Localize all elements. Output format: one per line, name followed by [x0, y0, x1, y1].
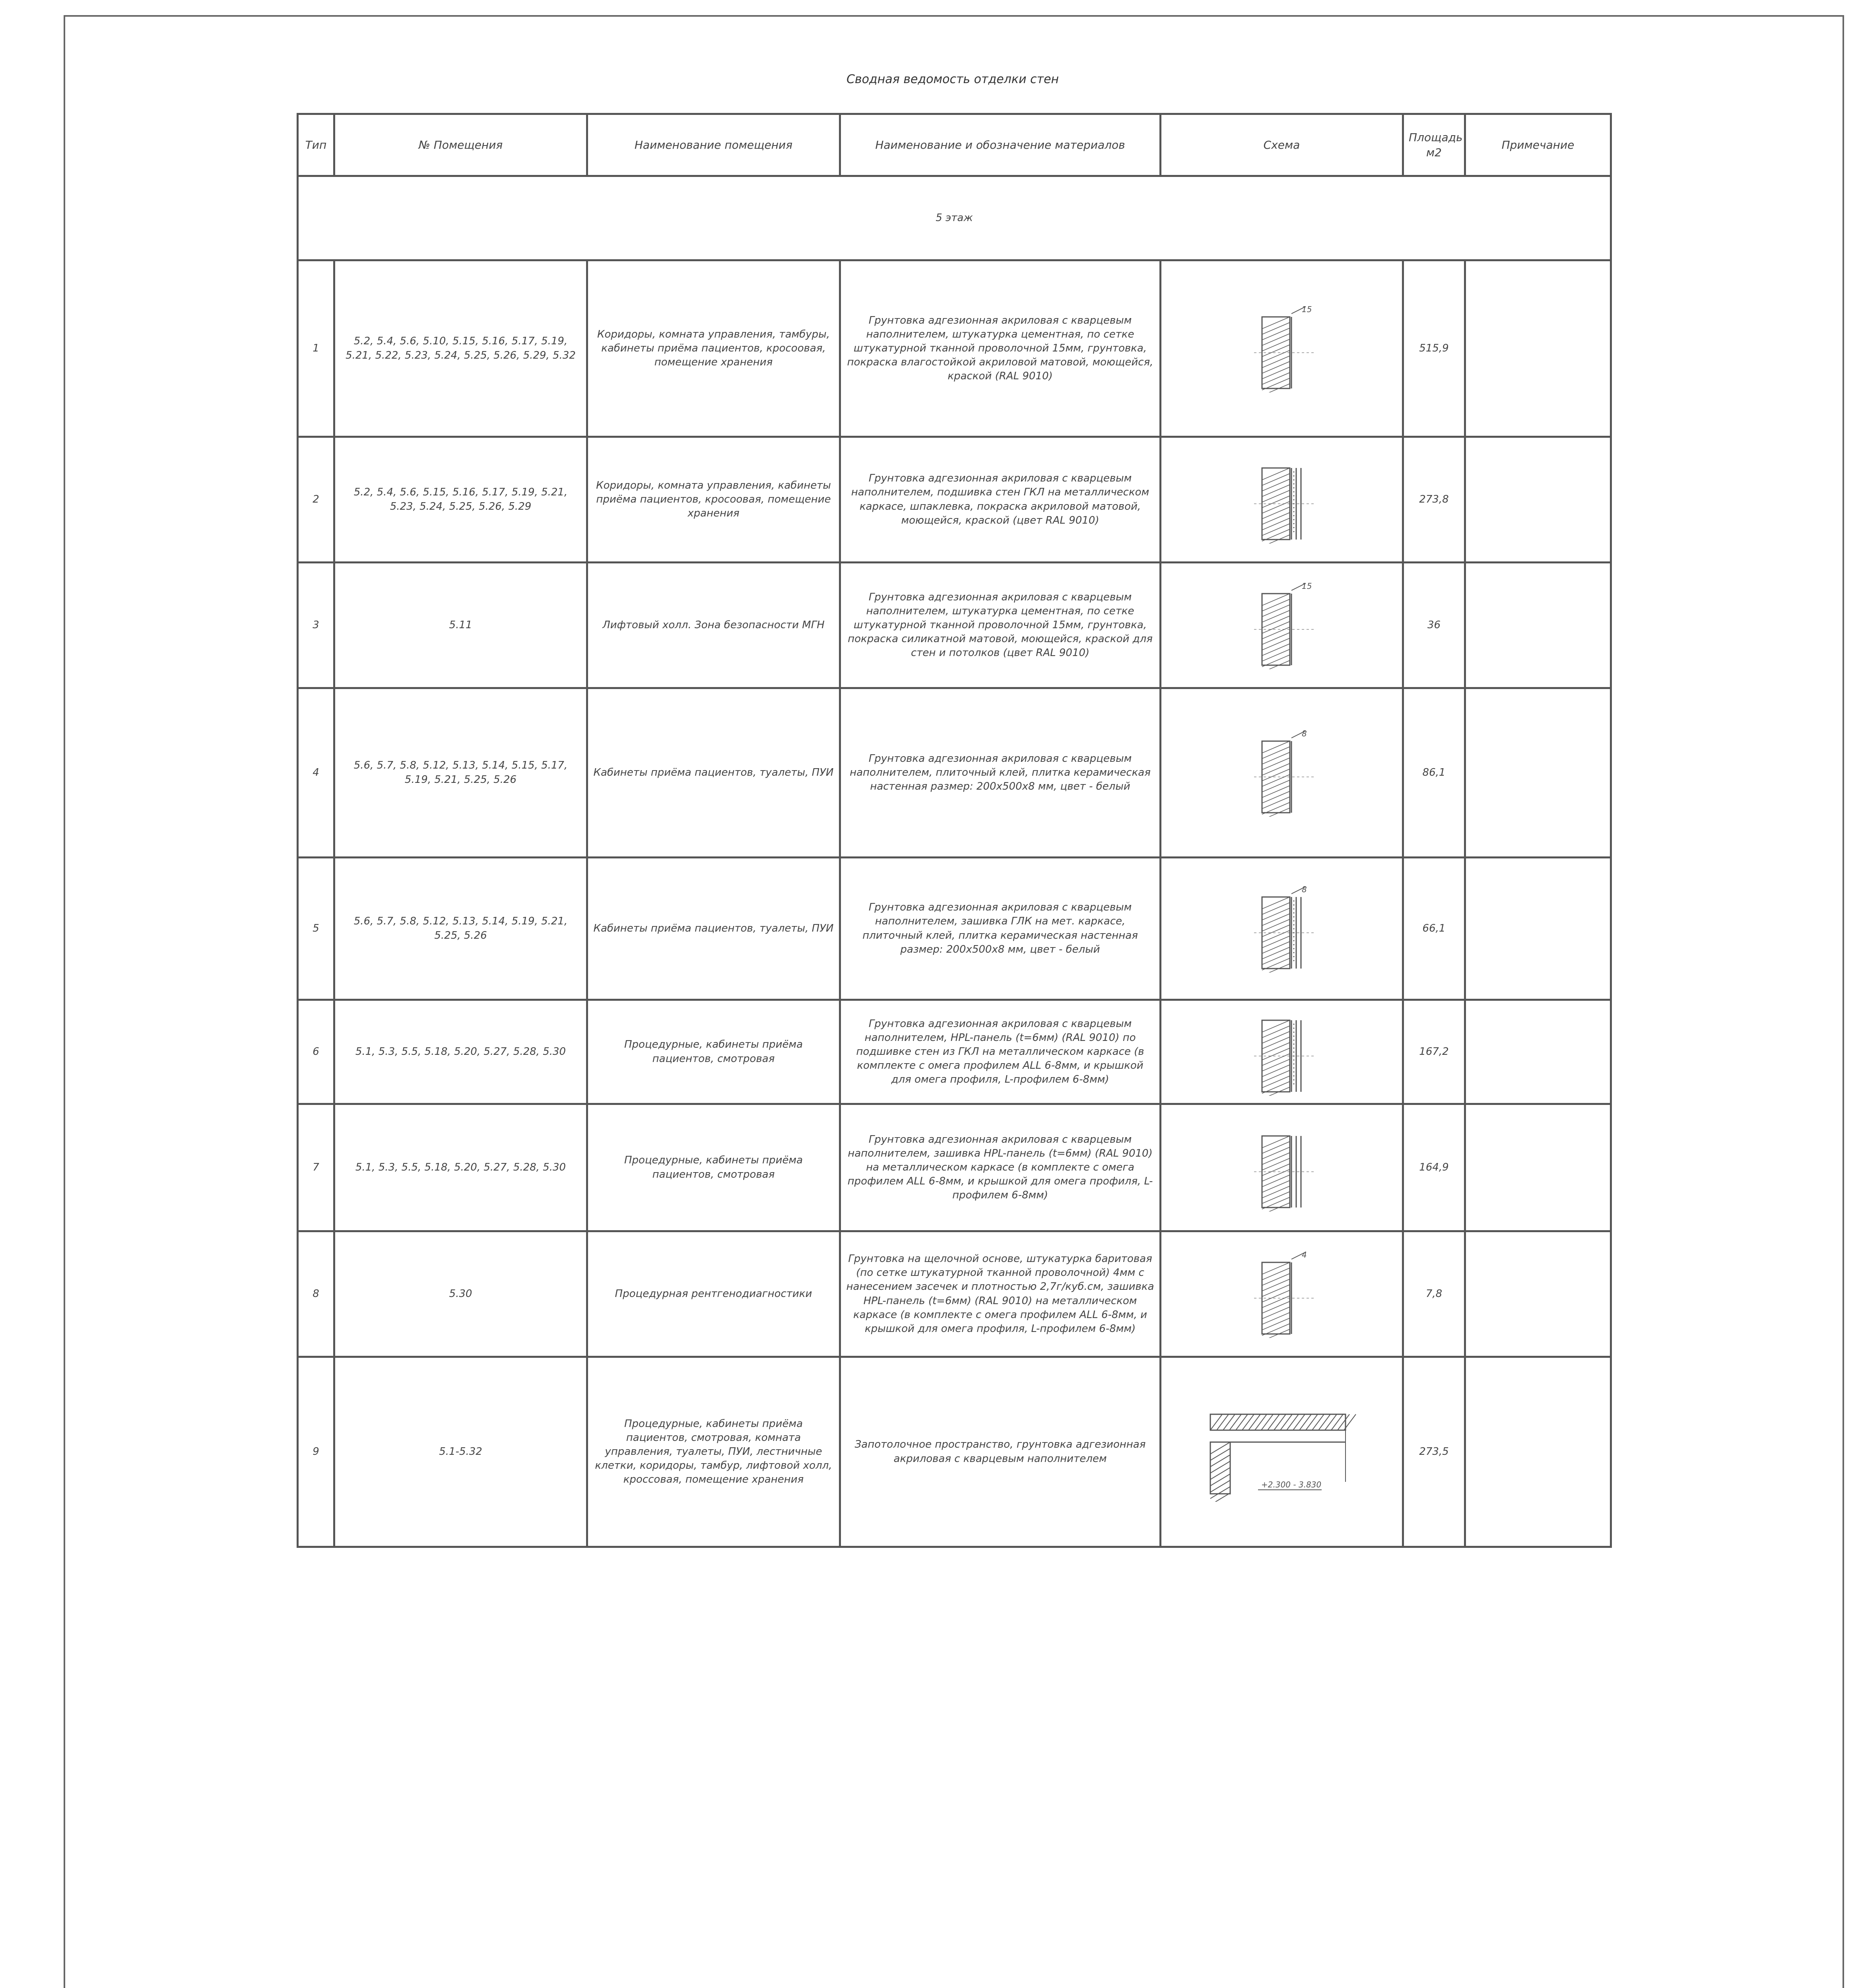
table-row	[298, 1104, 1611, 1231]
cell-note	[1465, 858, 1611, 1000]
cell-materials: Грунтовка адгезионная акриловая с кварцевым наполнителем, зашивка HPL-панель (t=6мм) (RAL 9010) на металлическом каркасе (в комплекте с омега профилем ALL 6-8мм, и крышкой для омега профиля, L-профилем 6-8мм)	[840, 1104, 1161, 1231]
cell-type: 5	[298, 858, 334, 1000]
cell-scheme	[1161, 1104, 1403, 1231]
cell-scheme	[1161, 563, 1403, 688]
thickness-mark: 4	[1301, 1250, 1307, 1260]
cell-materials: Грунтовка адгезионная акриловая с кварцевым наполнителем, HPL-панель (t=6мм) (RAL 9010) по подшивке стен из ГКЛ на металлическом каркасе (в комплекте с омега профилем ALL 6-8мм, и крышкой для омега профиля, L-профилем 6-8мм)	[840, 1000, 1161, 1104]
col-header-room-name: Наименование помещения	[587, 114, 840, 176]
wall-section-icon	[1242, 305, 1322, 392]
cell-area: 66,1	[1403, 858, 1465, 1000]
level-mark: +2.300 - 3.830	[1261, 1479, 1321, 1489]
cell-area: 273,8	[1403, 437, 1465, 563]
cell-area: 7,8	[1403, 1231, 1465, 1357]
finish-schedule-table	[297, 113, 1612, 1548]
cell-note	[1465, 260, 1611, 437]
cell-room-name: Коридоры, комната управления, кабинеты приёма пациентов, кросоовая, помещение хранения	[587, 437, 840, 563]
thickness-mark: 15	[1301, 581, 1312, 591]
table-row	[298, 563, 1611, 688]
cell-room-name: Кабинеты приёма пациентов, туалеты, ПУИ	[587, 688, 840, 858]
cell-rooms: 5.2, 5.4, 5.6, 5.15, 5.16, 5.17, 5.19, 5.21, 5.23, 5.24, 5.25, 5.26, 5.29	[334, 437, 587, 563]
cell-area: 36	[1403, 563, 1465, 688]
table-row	[298, 1000, 1611, 1104]
cell-room-name: Коридоры, комната управления, тамбуры, кабинеты приёма пациентов, кросоовая, помещение хранения	[587, 260, 840, 437]
cell-room-name: Процедурная рентгенодиагностики	[587, 1231, 840, 1357]
col-header-scheme: Схема	[1161, 114, 1403, 176]
wall-section-icon	[1242, 1008, 1322, 1096]
cell-area: 515,9	[1403, 260, 1465, 437]
cell-type: 7	[298, 1104, 334, 1231]
table-row	[298, 1231, 1611, 1357]
cell-type: 4	[298, 688, 334, 858]
cell-scheme	[1161, 1231, 1403, 1357]
cell-type: 3	[298, 563, 334, 688]
wall-section-icon	[1242, 1124, 1322, 1211]
cell-materials: Грунтовка адгезионная акриловая с кварцевым наполнителем, штукатурка цементная, по сетке штукатурной тканной проволочной 15мм, грунтовка, покраска влагостойкой акриловой матовой, моющейся, краской (RAL 9010)	[840, 260, 1161, 437]
cell-room-name: Кабинеты приёма пациентов, туалеты, ПУИ	[587, 858, 840, 1000]
cell-type: 6	[298, 1000, 334, 1104]
cell-rooms: 5.1, 5.3, 5.5, 5.18, 5.20, 5.27, 5.28, 5.30	[334, 1104, 587, 1231]
col-header-type: Тип	[298, 114, 334, 176]
cell-room-name: Процедурные, кабинеты приёма пациентов, смотровая	[587, 1104, 840, 1231]
cell-note	[1465, 1104, 1611, 1231]
cell-type: 8	[298, 1231, 334, 1357]
wall-section-icon	[1242, 885, 1322, 973]
cell-note	[1465, 563, 1611, 688]
cell-scheme	[1161, 858, 1403, 1000]
cell-materials: Запотолочное пространство, грунтовка адгезионная акриловая с кварцевым наполнителем	[840, 1357, 1161, 1547]
sheet-title: Сводная ведомость отделки стен	[846, 72, 1059, 86]
table-row	[298, 858, 1611, 1000]
cell-room-name: Лифтовый холл. Зона безопасности МГН	[587, 563, 840, 688]
table-row	[298, 260, 1611, 437]
cell-rooms: 5.2, 5.4, 5.6, 5.10, 5.15, 5.16, 5.17, 5.19, 5.21, 5.22, 5.23, 5.24, 5.25, 5.26, 5.29, 5.32	[334, 260, 587, 437]
table-row	[298, 437, 1611, 563]
cell-scheme	[1161, 260, 1403, 437]
cell-area: 167,2	[1403, 1000, 1465, 1104]
thickness-mark: 8	[1301, 885, 1307, 894]
cell-rooms: 5.30	[334, 1231, 587, 1357]
cell-note	[1465, 437, 1611, 563]
col-header-note: Примечание	[1465, 114, 1611, 176]
cell-area: 86,1	[1403, 688, 1465, 858]
cell-materials: Грунтовка адгезионная акриловая с кварцевым наполнителем, подшивка стен ГКЛ на металлическом каркасе, шпаклевка, покраска акриловой матовой, моющейся, краской (цвет RAL 9010)	[840, 437, 1161, 563]
cell-area: 273,5	[1403, 1357, 1465, 1547]
cell-type: 2	[298, 437, 334, 563]
cell-scheme	[1161, 688, 1403, 858]
cell-materials: Грунтовка на щелочной основе, штукатурка баритовая (по сетке штукатурной тканной проволочной) 4мм с нанесением засечек и плотностью 2,7г/куб.см, зашивка HPL-панель (t=6мм) (RAL 9010) на металлическом каркасе (в комплекте с омега профилем ALL 6-8мм, и крышкой для омега профиля, L-профилем 6-8мм)	[840, 1231, 1161, 1357]
cell-scheme	[1161, 437, 1403, 563]
col-header-materials: Наименование и обозначение материалов	[840, 114, 1161, 176]
wall-section-icon	[1242, 729, 1322, 817]
wall-section-icon	[1242, 456, 1322, 544]
cell-note	[1465, 1231, 1611, 1357]
cell-rooms: 5.6, 5.7, 5.8, 5.12, 5.13, 5.14, 5.15, 5.17, 5.19, 5.21, 5.25, 5.26	[334, 688, 587, 858]
cell-materials: Грунтовка адгезионная акриловая с кварцевым наполнителем, штукатурка цементная, по сетке штукатурной тканной проволочной 15мм, грунтовка, покраска силикатной матовой, моющейся, краской для стен и потолков (цвет RAL 9010)	[840, 563, 1161, 688]
cell-rooms: 5.6, 5.7, 5.8, 5.12, 5.13, 5.14, 5.19, 5.21, 5.25, 5.26	[334, 858, 587, 1000]
cell-rooms: 5.11	[334, 563, 587, 688]
cell-scheme	[1161, 1000, 1403, 1104]
table-row	[298, 688, 1611, 858]
cell-note	[1465, 1357, 1611, 1547]
col-header-rooms: № Помещения	[334, 114, 587, 176]
wall-section-icon	[1202, 1402, 1361, 1502]
cell-materials: Грунтовка адгезионная акриловая с кварцевым наполнителем, зашивка ГЛК на мет. каркасе, плиточный клей, плитка керамическая настенная размер: 200x500x8 мм, цвет - белый	[840, 858, 1161, 1000]
cell-type: 1	[298, 260, 334, 437]
cell-area: 164,9	[1403, 1104, 1465, 1231]
thickness-mark: 8	[1301, 729, 1307, 738]
floor-row	[298, 176, 1611, 260]
wall-section-icon	[1242, 1250, 1322, 1338]
cell-type: 9	[298, 1357, 334, 1547]
cell-note	[1465, 688, 1611, 858]
cell-note	[1465, 1000, 1611, 1104]
cell-materials: Грунтовка адгезионная акриловая с кварцевым наполнителем, плиточный клей, плитка керамическая настенная размер: 200x500x8 мм, цвет - белый	[840, 688, 1161, 858]
thickness-mark: 15	[1301, 305, 1312, 314]
table-row	[298, 1357, 1611, 1547]
cell-rooms: 5.1-5.32	[334, 1357, 587, 1547]
table-header-row	[298, 114, 1611, 176]
cell-rooms: 5.1, 5.3, 5.5, 5.18, 5.20, 5.27, 5.28, 5.30	[334, 1000, 587, 1104]
floor-label: 5 этаж	[298, 176, 1611, 260]
cell-room-name: Процедурные, кабинеты приёма пациентов, смотровая, комната управления, туалеты, ПУИ, лестничные клетки, коридоры, тамбур, лифтовой холл, кроссовая, помещение хранения	[587, 1357, 840, 1547]
cell-room-name: Процедурные, кабинеты приёма пациентов, смотровая	[587, 1000, 840, 1104]
cell-scheme	[1161, 1357, 1403, 1547]
wall-section-icon	[1242, 582, 1322, 669]
col-header-area: Площадь м2	[1403, 114, 1465, 176]
